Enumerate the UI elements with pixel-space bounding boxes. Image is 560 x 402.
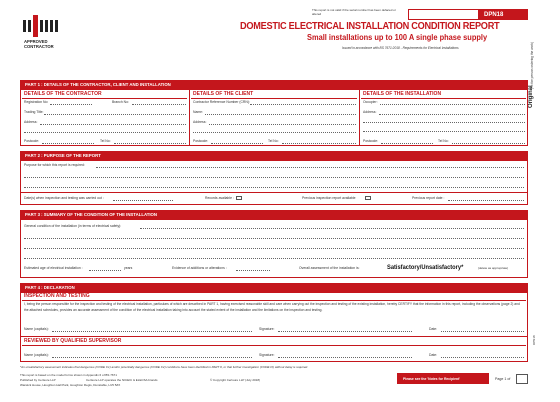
- form-code: DPN18: [484, 11, 504, 18]
- inspection-testing-heading: INSPECTION AND TESTING: [24, 293, 90, 299]
- footer-address: Warwick House, Houghton Hall Park, Houghton Regis, Dunstable, LU5 5ZX: [20, 383, 121, 387]
- contractor-tel-label: Tel No:: [100, 139, 111, 143]
- logo-sub-approved: APPROVED: [24, 39, 48, 44]
- contractor-heading: DETAILS OF THE CONTRACTOR: [24, 91, 102, 97]
- notes-for-recipient-label: Please see the 'Notes for Recipient': [403, 376, 461, 381]
- general-condition-label: General condition of the installation (in terms of electrical safety):: [24, 224, 122, 228]
- part1-divider-2: [359, 89, 360, 146]
- general-condition-field-3[interactable]: [24, 248, 524, 249]
- client-heading-rule: [191, 98, 357, 99]
- contractor-branch-field[interactable]: [132, 104, 186, 105]
- side-note: (To the person ordering the work): [530, 42, 534, 89]
- part1-heading: PART 1 : DETAILS OF THE CONTRACTOR, CLIENT AND INSTALLATION: [25, 82, 171, 87]
- notes-for-recipient-button[interactable]: [397, 373, 489, 384]
- client-crn-label: Contractor Reference Number (CRN):: [193, 100, 250, 104]
- estimated-age-field[interactable]: [89, 270, 121, 271]
- part2-heading-bar: [20, 151, 528, 160]
- contractor-address-field-2[interactable]: [24, 132, 186, 133]
- inspection-dates-label: Date(s) when inspection and testing was carried out :: [24, 196, 104, 200]
- supervisor-signature-field[interactable]: [278, 357, 412, 358]
- installation-postcode-label: Postcode:: [363, 139, 379, 143]
- installation-occupier-field[interactable]: [380, 104, 525, 105]
- records-available-label: Records available :: [205, 196, 234, 200]
- contractor-postcode-field[interactable]: [42, 143, 94, 144]
- supervisor-date-field[interactable]: [441, 357, 524, 358]
- overall-assessment-label: Overall assessment of the installation is:: [299, 266, 360, 270]
- logo-sub-contractor: CONTRACTOR: [24, 44, 54, 49]
- general-condition-field-4[interactable]: [24, 258, 524, 259]
- inspector-signature-label: Signature:: [259, 327, 275, 331]
- form-code-badge: [478, 9, 528, 20]
- client-heading: DETAILS OF THE CLIENT: [193, 91, 254, 97]
- supervisor-top-rule: [20, 336, 528, 337]
- supervisor-name-label: Name (capitals):: [24, 353, 49, 357]
- footnote: *An unsatisfactory assessment indicates that dangerous (CODE C1) and/or potentially dangerous (CODE C2) conditions have been identified in PART 6, or that further investigation (CODE FI) without delay is required.: [20, 365, 309, 369]
- client-name-label: Name:: [193, 110, 203, 114]
- previous-report-checkbox[interactable]: [365, 196, 371, 200]
- installation-tel-field[interactable]: [452, 143, 525, 144]
- contractor-registration-field[interactable]: [50, 104, 92, 105]
- years-label: years: [124, 266, 133, 270]
- contractor-heading-rule: [22, 98, 187, 99]
- evidence-field[interactable]: [236, 270, 270, 271]
- installation-address-field-2[interactable]: [363, 122, 525, 123]
- installation-heading-rule: [361, 98, 526, 99]
- part3-heading: PART 3 : SUMMARY OF THE CONDITION OF THE INSTALLATION: [25, 212, 158, 217]
- records-available-checkbox[interactable]: [236, 196, 242, 200]
- client-tel-field[interactable]: [282, 143, 356, 144]
- previous-report-date-field[interactable]: [448, 200, 524, 201]
- client-address-label: Address:: [193, 120, 207, 124]
- inspector-signature-field[interactable]: [278, 331, 412, 332]
- inspection-dates-field[interactable]: [113, 200, 173, 201]
- client-crn-field[interactable]: [250, 104, 356, 105]
- part4-heading: PART 4 : DECLARATION: [25, 285, 75, 290]
- installation-address-field-1[interactable]: [379, 114, 525, 115]
- footer-publisher: Published by Certsure LLP: [20, 378, 56, 382]
- installation-heading: DETAILS OF THE INSTALLATION: [363, 91, 442, 97]
- general-condition-field-2[interactable]: [24, 238, 524, 239]
- inspector-name-field[interactable]: [52, 331, 252, 332]
- purpose-field-2[interactable]: [24, 177, 524, 178]
- previous-report-date-label: Previous report date :: [412, 196, 445, 200]
- client-postcode-field[interactable]: [211, 143, 263, 144]
- inspector-date-label: Date:: [429, 327, 438, 331]
- declaration-text: I, being the person responsible for the inspection and testing of the electrical installation, particulars of which are described in PART 1, having exercised reasonable skill and care when carrying out the inspection and testing of the existing installation, hereby CERTIFY that the information in this report, including the observations (page 2) and the attached schedules, provides an accurate assessment of the condition of the electrical installation taking into account the stated extent of the installation and the limitations on the inspection and testing.: [24, 302, 520, 312]
- inspector-name-label: Name (capitals):: [24, 327, 49, 331]
- issued-note: Issued in accordance with BS 7671:2018 - Requirements for Electrical Installations: [342, 46, 459, 50]
- page-number: Page 1 of: [495, 377, 511, 381]
- side-code: DPN18: [532, 335, 536, 345]
- footer-copyright: © Copyright Certsure LLP (July 2018): [210, 378, 261, 382]
- page-total-box[interactable]: [516, 374, 528, 384]
- footer-brands: Certsure LLP operates the NICEIC & ELECSA brands: [86, 378, 158, 382]
- installation-tel-label: Tel No:: [438, 139, 449, 143]
- installation-postcode-field[interactable]: [381, 143, 433, 144]
- niceic-logo: [22, 13, 62, 51]
- contractor-registration-label: Registration No:: [24, 100, 49, 104]
- part4-heading-bar: [20, 283, 528, 292]
- supervisor-signature-label: Signature:: [259, 353, 275, 357]
- client-tel-label: Tel No:: [268, 139, 279, 143]
- part1-heading-bar: [20, 80, 528, 89]
- installation-occupier-label: Occupier:: [363, 100, 378, 104]
- contractor-trading-field[interactable]: [44, 114, 186, 115]
- report-title: DOMESTIC ELECTRICAL INSTALLATION CONDITION REPORT: [240, 21, 500, 32]
- contractor-address-label: Address:: [24, 120, 38, 124]
- side-original: Original: [528, 85, 534, 108]
- inspector-date-field[interactable]: [441, 331, 524, 332]
- supervisor-heading-rule: [22, 345, 526, 346]
- previous-report-label: Previous inspection report available: [302, 196, 356, 200]
- purpose-field-1[interactable]: [96, 167, 524, 168]
- part2-inner-rule: [20, 192, 528, 193]
- contractor-branch-label: Branch No:: [112, 100, 129, 104]
- contractor-tel-field[interactable]: [114, 143, 186, 144]
- report-subtitle: Small installations up to 100 A single phase supply: [307, 33, 488, 42]
- contractor-trading-label: Trading Title:: [24, 110, 44, 114]
- purpose-field-3[interactable]: [24, 187, 524, 188]
- evidence-label: Evidence of additions or alterations :: [172, 266, 227, 270]
- niceic-logo-mark-icon: [22, 13, 62, 39]
- part1-divider-1: [189, 89, 190, 146]
- inspection-heading-rule: [22, 300, 526, 301]
- purpose-label: Purpose for which this report is required:: [24, 163, 85, 167]
- footer-basis: This report is based on the model forms shown in Appendix 6 of BS 7671: [20, 373, 117, 377]
- overall-assessment-value[interactable]: Satisfactory/Unsatisfactory*: [387, 264, 464, 271]
- client-name-field[interactable]: [205, 114, 356, 115]
- supervisor-date-label: Date:: [429, 353, 438, 357]
- installation-address-field-3[interactable]: [363, 131, 525, 132]
- delete-note: (delete as appropriate): [478, 266, 509, 270]
- serial-note: This report is not valid if the serial number has been defaced or altered: [312, 8, 396, 16]
- estimated-age-label: Estimated age of electrical installation :: [24, 266, 83, 270]
- contractor-postcode-label: Postcode:: [24, 139, 40, 143]
- client-postcode-label: Postcode:: [193, 139, 209, 143]
- supervisor-name-field[interactable]: [52, 357, 252, 358]
- general-condition-field-1[interactable]: [140, 228, 524, 229]
- contractor-address-field-1[interactable]: [40, 124, 186, 125]
- client-address-field-2[interactable]: [193, 132, 356, 133]
- client-address-field-1[interactable]: [209, 124, 356, 125]
- supervisor-heading: REVIEWED BY QUALIFIED SUPERVISOR: [24, 338, 122, 344]
- part3-heading-bar: [20, 210, 528, 219]
- installation-address-label: Address:: [363, 110, 377, 114]
- part2-heading: PART 2 : PURPOSE OF THE REPORT: [25, 153, 101, 158]
